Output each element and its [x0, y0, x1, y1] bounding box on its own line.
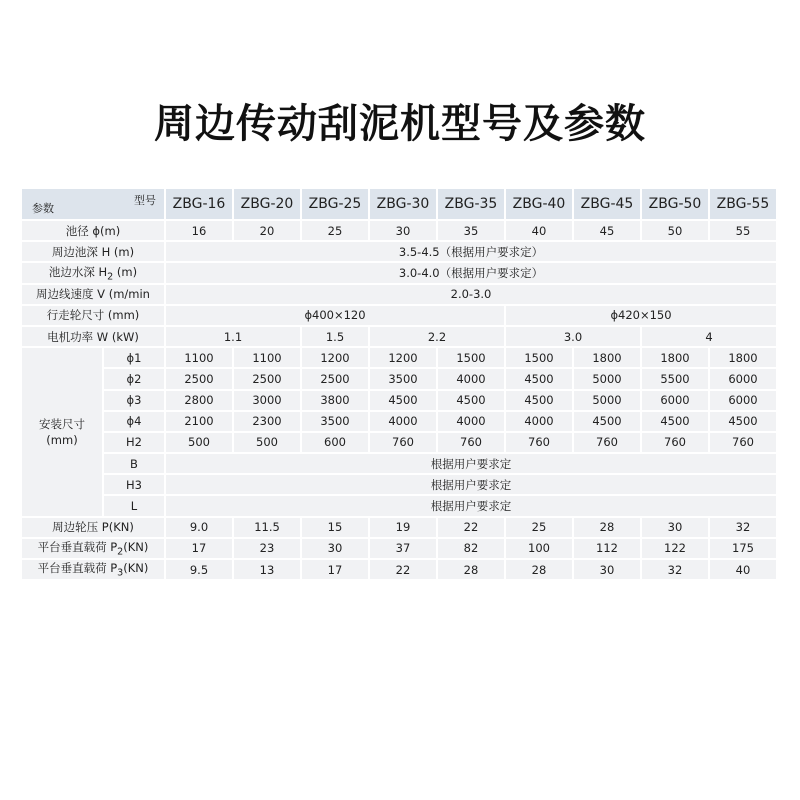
table-cell: 100 — [506, 539, 572, 558]
table-cell: 1200 — [370, 348, 436, 367]
row-label-subscript: 2 — [117, 546, 124, 558]
table-cell: 1100 — [234, 348, 300, 367]
model-header: ZBG-16 — [166, 189, 232, 219]
table-cell: 4500 — [506, 369, 572, 388]
model-header: ZBG-35 — [438, 189, 504, 219]
table-cell: 4 — [642, 327, 776, 346]
table-row-water-depth — [22, 263, 776, 282]
table-cell: 175 — [710, 539, 776, 558]
table-cell: 4500 — [574, 412, 640, 431]
table-cell: 6000 — [642, 391, 708, 410]
row-sublabel: H2 — [104, 433, 164, 452]
table-cell: 17 — [302, 560, 368, 579]
row-sublabel: B — [104, 454, 164, 473]
table-row-line-speed — [22, 285, 776, 304]
table-row-phi2 — [22, 369, 776, 388]
row-label: 电机功率 W (kW) — [22, 327, 164, 346]
table-cell: 82 — [438, 539, 504, 558]
table-cell: 760 — [370, 433, 436, 452]
table-cell: 30 — [574, 560, 640, 579]
table-cell: 32 — [642, 560, 708, 579]
table-cell: 2500 — [166, 369, 232, 388]
model-header: ZBG-45 — [574, 189, 640, 219]
table-row-h3 — [22, 475, 776, 494]
table-cell: 3500 — [302, 412, 368, 431]
table-row-wheel-size — [22, 306, 776, 325]
model-header: ZBG-40 — [506, 189, 572, 219]
row-label-subscript: 2 — [107, 271, 114, 283]
table-cell: 28 — [438, 560, 504, 579]
table-cell: 4000 — [438, 369, 504, 388]
table-cell: 760 — [506, 433, 572, 452]
table-cell: 根据用户要求定 — [166, 454, 776, 473]
table-cell: ϕ420×150 — [506, 306, 776, 325]
row-label: 周边线速度 V (m/min — [22, 285, 164, 304]
row-label: 周边轮压 P(KN) — [22, 518, 164, 537]
table-cell: 4500 — [370, 391, 436, 410]
table-cell: 4500 — [438, 391, 504, 410]
table-cell: 3500 — [370, 369, 436, 388]
row-label: 周边池深 H (m) — [22, 242, 164, 261]
table-cell: 9.5 — [166, 560, 232, 579]
table-cell: 2500 — [302, 369, 368, 388]
table-cell: 11.5 — [234, 518, 300, 537]
table-cell: 1500 — [506, 348, 572, 367]
table-cell: 35 — [438, 221, 504, 240]
table-row-b — [22, 454, 776, 473]
table-cell: 1200 — [302, 348, 368, 367]
table-cell: 37 — [370, 539, 436, 558]
table-cell: 23 — [234, 539, 300, 558]
table-cell: 28 — [574, 518, 640, 537]
table-cell: 760 — [642, 433, 708, 452]
table-cell: 30 — [302, 539, 368, 558]
header-diagonal-cell — [22, 189, 164, 219]
table-cell: 55 — [710, 221, 776, 240]
table-cell: 2800 — [166, 391, 232, 410]
table-cell: 3.0-4.0（根据用户要求定） — [166, 263, 776, 282]
table-cell: 根据用户要求定 — [166, 496, 776, 515]
table-cell: 22 — [370, 560, 436, 579]
table-cell: 4500 — [710, 412, 776, 431]
row-label: 行走轮尺寸 (mm) — [22, 306, 164, 325]
row-sublabel: ϕ2 — [104, 369, 164, 388]
table-cell: 13 — [234, 560, 300, 579]
table-cell: 1100 — [166, 348, 232, 367]
table-cell: 3.0 — [506, 327, 640, 346]
table-cell: 5500 — [642, 369, 708, 388]
row-sublabel: L — [104, 496, 164, 515]
row-label-suffix: (KN) — [123, 540, 149, 555]
table-cell: 根据用户要求定 — [166, 475, 776, 494]
model-header: ZBG-20 — [234, 189, 300, 219]
table-cell: 2500 — [234, 369, 300, 388]
table-cell: 500 — [234, 433, 300, 452]
table-cell: 28 — [506, 560, 572, 579]
row-label — [22, 263, 164, 282]
table-cell: 40 — [710, 560, 776, 579]
table-cell: 6000 — [710, 369, 776, 388]
table-cell: 32 — [710, 518, 776, 537]
row-sublabel: ϕ1 — [104, 348, 164, 367]
table-row-pool-depth — [22, 242, 776, 261]
table-cell: 2300 — [234, 412, 300, 431]
table-row-phi3 — [22, 391, 776, 410]
table-cell: 4000 — [506, 412, 572, 431]
table-cell: 30 — [642, 518, 708, 537]
table-cell: 500 — [166, 433, 232, 452]
table-row-diameter — [22, 221, 776, 240]
table-cell: 1800 — [710, 348, 776, 367]
table-cell: ϕ400×120 — [166, 306, 504, 325]
header-model-label: 型号 — [134, 194, 156, 207]
table-cell: 25 — [506, 518, 572, 537]
table-cell: 1.1 — [166, 327, 300, 346]
table-cell: 45 — [574, 221, 640, 240]
table-row-motor-power — [22, 327, 776, 346]
table-cell: 15 — [302, 518, 368, 537]
row-label: 池径 ϕ(m) — [22, 221, 164, 240]
model-header: ZBG-30 — [370, 189, 436, 219]
row-label — [22, 560, 164, 579]
table-cell: 4500 — [642, 412, 708, 431]
table-cell: 2100 — [166, 412, 232, 431]
table-cell: 1800 — [642, 348, 708, 367]
table-row-platform-load-p2 — [22, 539, 776, 558]
row-label-text: 池边水深 H — [48, 264, 108, 279]
table-cell: 2.2 — [370, 327, 504, 346]
table-row-phi4 — [22, 412, 776, 431]
table-cell: 112 — [574, 539, 640, 558]
table-cell: 9.0 — [166, 518, 232, 537]
header-row — [22, 189, 776, 219]
table-cell: 760 — [438, 433, 504, 452]
table-row-phi1 — [22, 348, 776, 367]
table-cell: 25 — [302, 221, 368, 240]
table-cell: 3800 — [302, 391, 368, 410]
model-header: ZBG-50 — [642, 189, 708, 219]
row-label-suffix: (m) — [113, 264, 138, 279]
row-label-text: 平台垂直载荷 P — [37, 540, 118, 555]
table-cell: 17 — [166, 539, 232, 558]
table-cell: 5000 — [574, 391, 640, 410]
table-cell: 5000 — [574, 369, 640, 388]
table-cell: 20 — [234, 221, 300, 240]
model-header: ZBG-25 — [302, 189, 368, 219]
table-cell: 1500 — [438, 348, 504, 367]
spec-table — [20, 187, 778, 581]
table-row-h2 — [22, 433, 776, 452]
table-cell: 50 — [642, 221, 708, 240]
row-label-subscript: 3 — [117, 567, 124, 579]
install-size-group-label: 安装尺寸 (mm) — [22, 348, 102, 516]
row-sublabel: ϕ3 — [104, 391, 164, 410]
table-cell: 4000 — [438, 412, 504, 431]
table-cell: 30 — [370, 221, 436, 240]
table-cell: 22 — [438, 518, 504, 537]
table-cell: 760 — [710, 433, 776, 452]
table-cell: 4000 — [370, 412, 436, 431]
table-cell: 1.5 — [302, 327, 368, 346]
row-label-suffix: (KN) — [123, 561, 149, 576]
header-param-label: 参数 — [32, 202, 54, 215]
table-cell: 760 — [574, 433, 640, 452]
table-cell: 600 — [302, 433, 368, 452]
table-row-l — [22, 496, 776, 515]
row-sublabel: H3 — [104, 475, 164, 494]
table-cell: 40 — [506, 221, 572, 240]
table-cell: 3000 — [234, 391, 300, 410]
page-title: 周边传动刮泥机型号及参数 — [154, 101, 646, 147]
row-sublabel: ϕ4 — [104, 412, 164, 431]
table-cell: 122 — [642, 539, 708, 558]
table-cell: 2.0-3.0 — [166, 285, 776, 304]
model-header: ZBG-55 — [710, 189, 776, 219]
table-cell: 1800 — [574, 348, 640, 367]
table-cell: 6000 — [710, 391, 776, 410]
table-cell: 4500 — [506, 391, 572, 410]
table-cell: 19 — [370, 518, 436, 537]
table-cell: 3.5-4.5（根据用户要求定） — [166, 242, 776, 261]
row-label-text: 平台垂直载荷 P — [37, 561, 118, 576]
row-label — [22, 539, 164, 558]
table-cell: 16 — [166, 221, 232, 240]
table-row-wheel-pressure — [22, 518, 776, 537]
table-row-platform-load-p3 — [22, 560, 776, 579]
